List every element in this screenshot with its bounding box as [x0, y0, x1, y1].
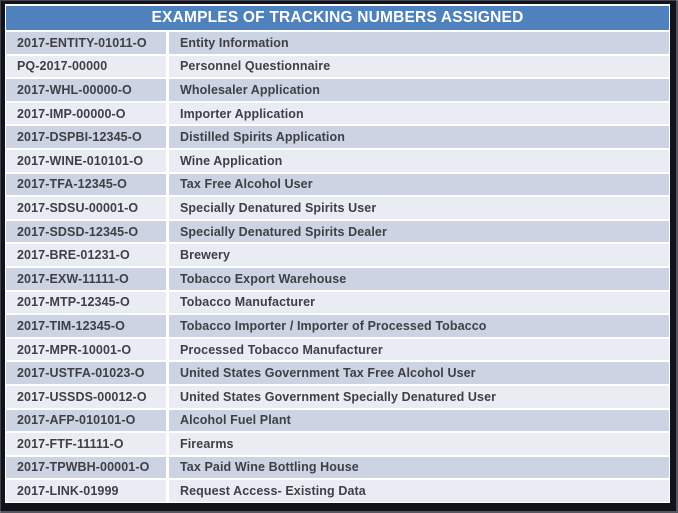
table-row	[6, 197, 669, 219]
description-cell: Alcohol Fuel Plant	[169, 410, 669, 432]
tracking-number-cell: 2017-SDSD-12345-O	[6, 221, 166, 243]
table-row	[6, 221, 669, 243]
table-row	[6, 315, 669, 337]
table-row	[6, 292, 669, 314]
tracking-number-cell: 2017-BRE-01231-O	[6, 244, 166, 266]
description-cell: Specially Denatured Spirits User	[169, 197, 669, 219]
tracking-number-cell: 2017-ENTITY-01011-O	[6, 32, 166, 54]
table-row	[6, 32, 669, 54]
description-cell: Wine Application	[169, 150, 669, 172]
tracking-number-cell: 2017-EXW-11111-O	[6, 268, 166, 290]
table-row	[6, 339, 669, 361]
description-cell: Wholesaler Application	[169, 79, 669, 101]
tracking-number-cell: 2017-TIM-12345-O	[6, 315, 166, 337]
table-row	[6, 150, 669, 172]
tracking-number-cell: PQ-2017-00000	[6, 56, 166, 78]
description-cell: Personnel Questionnaire	[169, 56, 669, 78]
description-cell: Firearms	[169, 433, 669, 455]
description-cell: Importer Application	[169, 103, 669, 125]
table-row	[6, 410, 669, 432]
table-row	[6, 480, 669, 502]
tracking-number-cell: 2017-USSDS-00012-O	[6, 386, 166, 408]
tracking-number-cell: 2017-AFP-010101-O	[6, 410, 166, 432]
description-cell: Processed Tobacco Manufacturer	[169, 339, 669, 361]
tracking-number-cell: 2017-FTF-11111-O	[6, 433, 166, 455]
description-cell: Tobacco Export Warehouse	[169, 268, 669, 290]
tracking-number-cell: 2017-TFA-12345-O	[6, 174, 166, 196]
description-cell: United States Government Tax Free Alcohol User	[169, 362, 669, 384]
description-cell: United States Government Specially Denatured User	[169, 386, 669, 408]
tracking-number-cell: 2017-MTP-12345-O	[6, 292, 166, 314]
description-cell: Entity Information	[169, 32, 669, 54]
description-cell: Request Access- Existing Data	[169, 480, 669, 502]
table-row	[6, 268, 669, 290]
table-row	[6, 56, 669, 78]
tracking-number-cell: 2017-WINE-010101-O	[6, 150, 166, 172]
table-body	[6, 32, 669, 502]
table-row	[6, 244, 669, 266]
table-row	[6, 126, 669, 148]
tracking-number-cell: 2017-USTFA-01023-O	[6, 362, 166, 384]
description-cell: Tax Paid Wine Bottling House	[169, 457, 669, 479]
table-row	[6, 433, 669, 455]
tracking-number-cell: 2017-IMP-00000-O	[6, 103, 166, 125]
description-cell: Tax Free Alcohol User	[169, 174, 669, 196]
table-row	[6, 174, 669, 196]
tracking-number-cell: 2017-SDSU-00001-O	[6, 197, 166, 219]
tracking-numbers-table	[5, 4, 670, 503]
tracking-number-cell: 2017-WHL-00000-O	[6, 79, 166, 101]
tracking-number-cell: 2017-DSPBI-12345-O	[6, 126, 166, 148]
table-title: EXAMPLES OF TRACKING NUMBERS ASSIGNED	[6, 6, 669, 30]
tracking-number-cell: 2017-MPR-10001-O	[6, 339, 166, 361]
table-row	[6, 457, 669, 479]
description-cell: Tobacco Importer / Importer of Processed Tobacco	[169, 315, 669, 337]
table-row	[6, 79, 669, 101]
table-row	[6, 103, 669, 125]
description-cell: Tobacco Manufacturer	[169, 292, 669, 314]
description-cell: Brewery	[169, 244, 669, 266]
tracking-number-cell: 2017-TPWBH-00001-O	[6, 457, 166, 479]
tracking-number-cell: 2017-LINK-01999	[6, 480, 166, 502]
description-cell: Specially Denatured Spirits Dealer	[169, 221, 669, 243]
table-row	[6, 386, 669, 408]
table-row	[6, 362, 669, 384]
description-cell: Distilled Spirits Application	[169, 126, 669, 148]
